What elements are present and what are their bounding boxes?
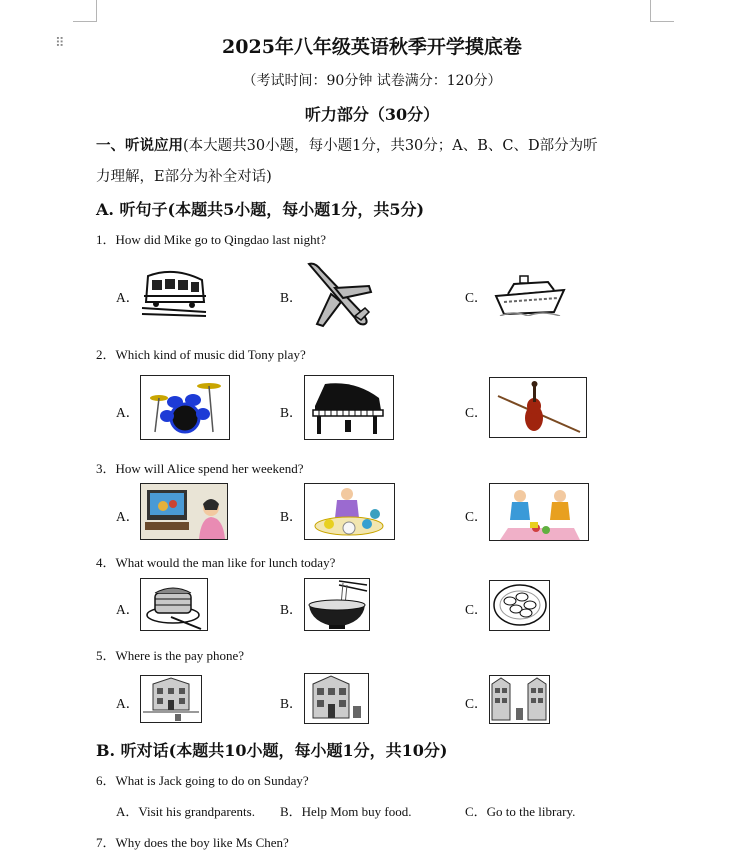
drag-handle-icon[interactable]: ⠿ <box>55 36 64 51</box>
question-6: 6．What is Jack going to do on Sunday? <box>96 773 309 788</box>
option-2b[interactable]: B． <box>280 405 303 420</box>
crop-mark-top-right <box>650 0 674 22</box>
option-3a[interactable]: A． <box>116 509 140 524</box>
option-4a[interactable]: A． <box>116 602 140 617</box>
option-1c[interactable]: C． <box>465 290 488 305</box>
option-6a[interactable]: A．Visit his grandparents. <box>116 804 255 819</box>
phone-between-buildings-icon <box>489 675 550 724</box>
option-5a[interactable]: A． <box>116 696 140 711</box>
cooking-icon <box>304 483 395 540</box>
phone-front-building-icon <box>140 675 202 723</box>
option-3b[interactable]: B． <box>280 509 303 524</box>
intro-line-1 <box>96 134 598 155</box>
question-7: 7．Why does the boy like Ms Chen? <box>96 835 289 850</box>
question-1: 1．How did Mike go to Qingdao last night? <box>96 232 327 247</box>
option-1a[interactable]: A． <box>116 290 140 305</box>
piano-icon <box>304 375 394 440</box>
airplane-icon <box>305 260 373 330</box>
train-icon <box>140 266 208 318</box>
part-a-title: A. 听句子(本题共5小题，每小题1分，共5分) <box>96 200 425 219</box>
option-3c[interactable]: C． <box>465 509 488 524</box>
page-title: 2025年八年级英语秋季开学摸底卷 <box>222 36 522 58</box>
option-6b[interactable]: B．Help Mom buy food. <box>280 804 412 819</box>
option-4c[interactable]: C． <box>465 602 488 617</box>
picnic-icon <box>489 483 589 541</box>
exam-info: （考试时间：90分钟 试卷满分：120分） <box>242 73 502 89</box>
intro-text-1: (本大题共30小题，每小题1分，共30分；A、B、C、D部分为听 <box>183 138 598 154</box>
option-2c[interactable]: C． <box>465 405 488 420</box>
question-2: 2．Which kind of music did Tony play? <box>96 347 306 362</box>
intro-text-2: 力理解，E部分为补全对话) <box>96 169 272 185</box>
question-5: 5．Where is the pay phone? <box>96 648 245 663</box>
dumplings-icon <box>489 580 550 631</box>
option-1b[interactable]: B． <box>280 290 303 305</box>
ship-icon <box>494 272 566 316</box>
violin-icon <box>489 377 587 438</box>
question-4: 4．What would the man like for lunch today? <box>96 555 336 570</box>
option-5c[interactable]: C． <box>465 696 488 711</box>
option-5b[interactable]: B． <box>280 696 303 711</box>
option-4b[interactable]: B． <box>280 602 303 617</box>
pancake-icon <box>140 578 208 631</box>
noodles-icon <box>304 578 370 631</box>
section-title: 听力部分（30分） <box>304 105 440 124</box>
option-2a[interactable]: A． <box>116 405 140 420</box>
phone-beside-building-icon <box>304 673 369 724</box>
watching-tv-icon <box>140 483 228 540</box>
drum-kit-icon <box>140 375 230 440</box>
question-3: 3．How will Alice spend her weekend? <box>96 461 304 476</box>
crop-mark-top-left <box>73 0 97 22</box>
part-b-title: B. 听对话(本题共10小题，每小题1分，共10分) <box>96 741 448 760</box>
intro-heading: 一、听说应用 <box>96 137 183 154</box>
option-6c[interactable]: C．Go to the library. <box>465 804 576 819</box>
